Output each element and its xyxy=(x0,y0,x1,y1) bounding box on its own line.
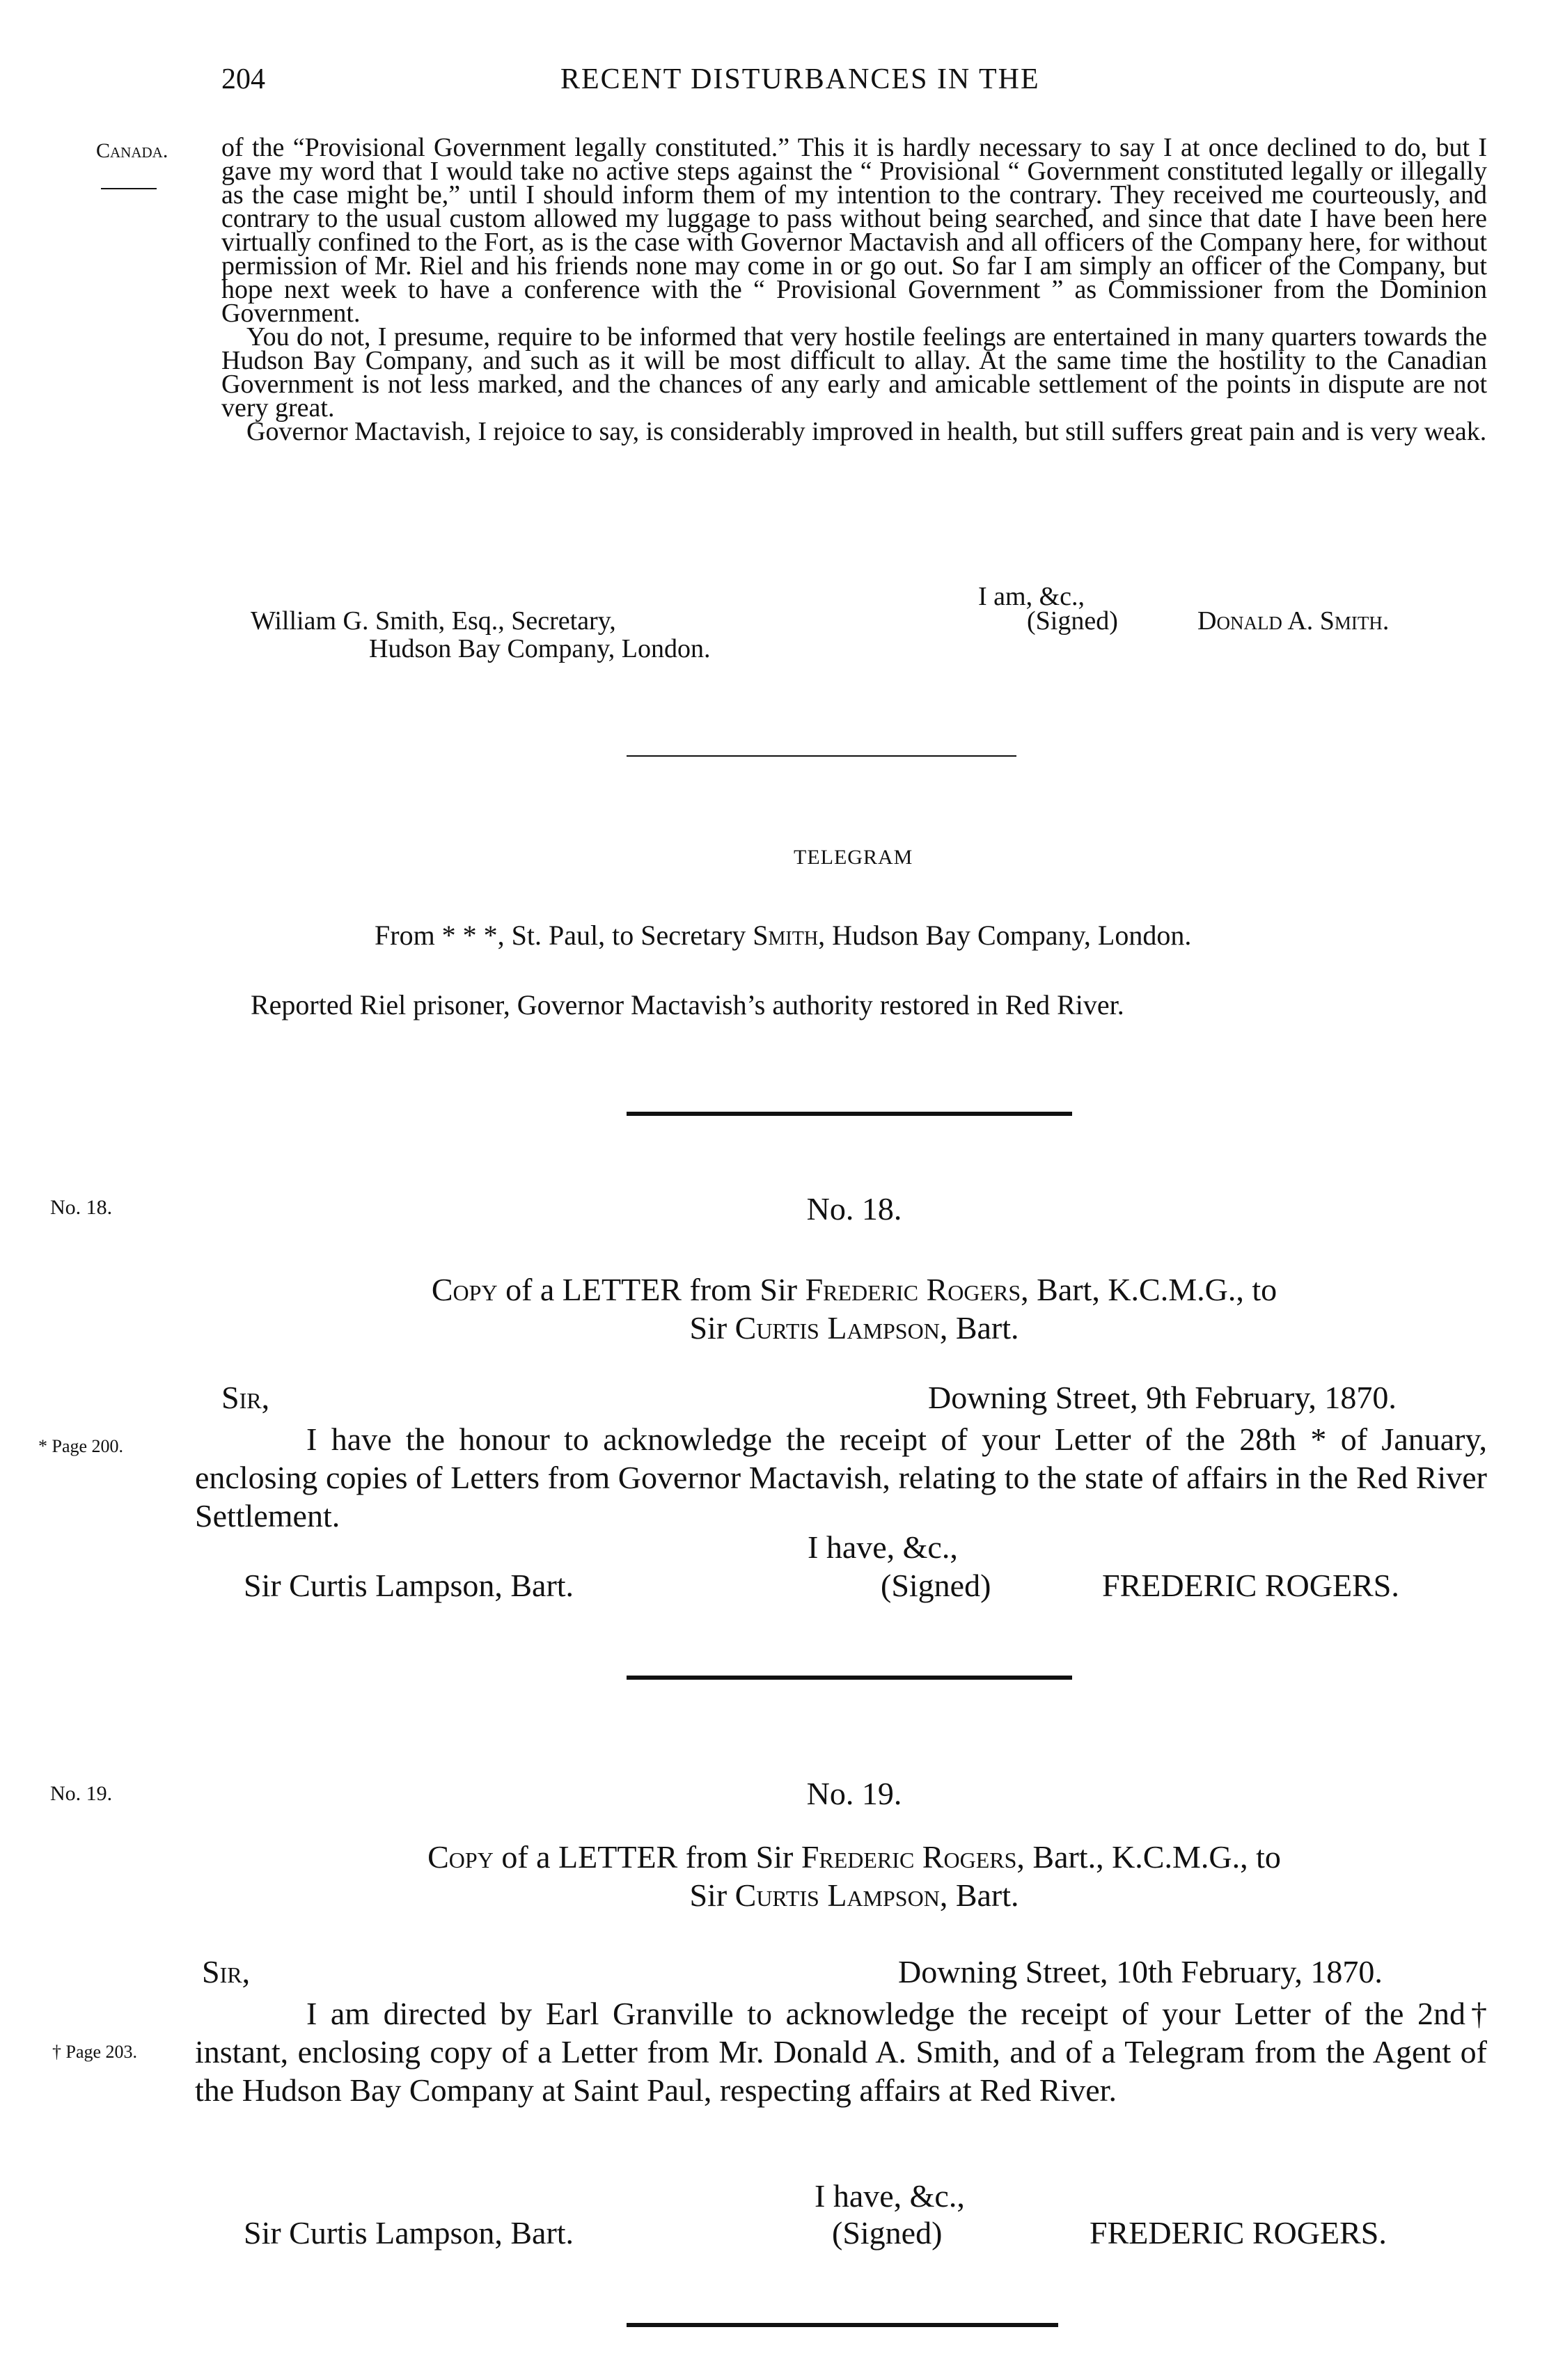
paragraph-2: You do not, I presume, require to be informed that very hostile feelings are entertained in many quarters towards the Hudson Bay Company, and such as it will be most difficult to allay. At the same time the hostility to the Canadian Government is not less marked, and the chances of any early and amicable settlement of the points in dispute are not very great. xyxy=(221,322,1487,423)
no18-heading: No. 18. xyxy=(806,1191,902,1227)
closing-i-am: I am, &c., xyxy=(978,582,1085,611)
no19-title-line-1: Copy of a LETTER from Sir Frederic Rogers, Bart., K.C.M.G., to xyxy=(427,1839,1281,1875)
no18-title xyxy=(221,1270,1487,1347)
page-number: 204 xyxy=(221,63,265,95)
letter-continuation xyxy=(221,133,1487,446)
signatory-name: Donald A. Smith. xyxy=(1197,606,1390,636)
addressee-line-1: William G. Smith, Esq., Secretary, xyxy=(251,606,616,636)
no19-title xyxy=(221,1838,1487,1914)
no19-signatory: FREDERIC ROGERS. xyxy=(1090,2215,1387,2251)
telegram-heading: TELEGRAM xyxy=(794,846,913,869)
margin-note-page203: † Page 203. xyxy=(52,2042,138,2062)
margin-dash xyxy=(101,188,157,189)
no19-heading: No. 19. xyxy=(806,1776,902,1811)
section-divider-bold-2 xyxy=(627,1676,1072,1680)
no19-paragraph: I am directed by Earl Granville to acknowledge the receipt of your Letter of the 2nd† instant, enclosing copy of a Letter from Mr. Donald A. Smith, and of a Telegram from the Agent of the Hudson Bay Company at Saint Paul, respecting affairs at Red River. xyxy=(195,1996,1487,2108)
section-divider-bold xyxy=(627,1112,1072,1116)
no19-date: Downing Street, 10th February, 1870. xyxy=(898,1954,1383,1989)
signed-label: (Signed) xyxy=(1027,606,1118,636)
margin-note-canada: Canada. xyxy=(96,139,168,162)
paragraph-1: of the “Provisional Government legally constituted.” This it is hardly necessary to say I at once declined to do, but I gave my word that I would take no active steps against the “ Provisional “ Government constituted legally or illegally as the case might be,” until I should inform them of my intention to the contrary. They received me courteously, and contrary to the usual custom allowed my luggage to pass without being searched, and since that date I have been here virtually confined to the Fort, as is the case with Governor Mactavish and all officers of the Company here, for without permission of Mr. Riel and his friends none may come in or go out. So far I am simply an officer of the Company, but hope next week to have a conference with the “ Provisional Government ” as Commissioner from the Dominion Government. xyxy=(221,133,1487,328)
no18-title-line-2: Sir Curtis Lampson, Bart. xyxy=(689,1310,1019,1346)
no19-salutation: Sir, xyxy=(202,1954,251,1989)
addressee-line-2: Hudson Bay Company, London. xyxy=(369,634,711,663)
telegram-body: Reported Riel prisoner, Governor Mactavish’s authority restored in Red River. xyxy=(251,989,1124,1020)
section-divider-bold-3 xyxy=(627,2323,1058,2327)
telegram-from-suffix: , Hudson Bay Company, London. xyxy=(818,920,1192,951)
telegram-from-line xyxy=(375,919,1191,952)
no18-title-line-1: Copy of a LETTER from Sir Frederic Rogers, Bart, K.C.M.G., to xyxy=(431,1272,1277,1307)
no18-signatory: FREDERIC ROGERS. xyxy=(1102,1568,1399,1603)
no19-addressee: Sir Curtis Lampson, Bart. xyxy=(244,2215,574,2251)
running-head: RECENT DISTURBANCES IN THE xyxy=(560,63,1040,95)
no19-signed: (Signed) xyxy=(832,2215,943,2251)
paragraph-3: Governor Mactavish, I rejoice to say, is considerably improved in health, but still suffers great pain and is very weak. xyxy=(246,417,1487,446)
margin-note-no18: No. 18. xyxy=(50,1196,113,1219)
no19-body xyxy=(195,1994,1487,2109)
no18-salutation: Sir, xyxy=(221,1380,270,1415)
no19-title-line-2: Sir Curtis Lampson, Bart. xyxy=(689,1877,1019,1913)
margin-note-no19: No. 19. xyxy=(50,1782,113,1805)
no18-signed: (Signed) xyxy=(881,1568,991,1603)
no19-closing: I have, &c., xyxy=(815,2178,965,2214)
no18-addressee: Sir Curtis Lampson, Bart. xyxy=(244,1568,574,1603)
telegram-from-prefix: From * * *, St. Paul, to Secretary xyxy=(375,920,753,951)
no18-body xyxy=(195,1420,1487,1535)
margin-note-page200: * Page 200. xyxy=(38,1436,124,1456)
telegram-from-name: Smith xyxy=(753,920,819,951)
section-divider-thin xyxy=(627,755,1016,757)
no18-date: Downing Street, 9th February, 1870. xyxy=(928,1380,1397,1415)
no18-closing: I have, &c., xyxy=(808,1529,958,1565)
no18-paragraph: I have the honour to acknowledge the receipt of your Letter of the 28th * of January, enclosing copies of Letters from Governor Mactavish, relating to the state of affairs in the Red River Settlement. xyxy=(195,1421,1487,1534)
